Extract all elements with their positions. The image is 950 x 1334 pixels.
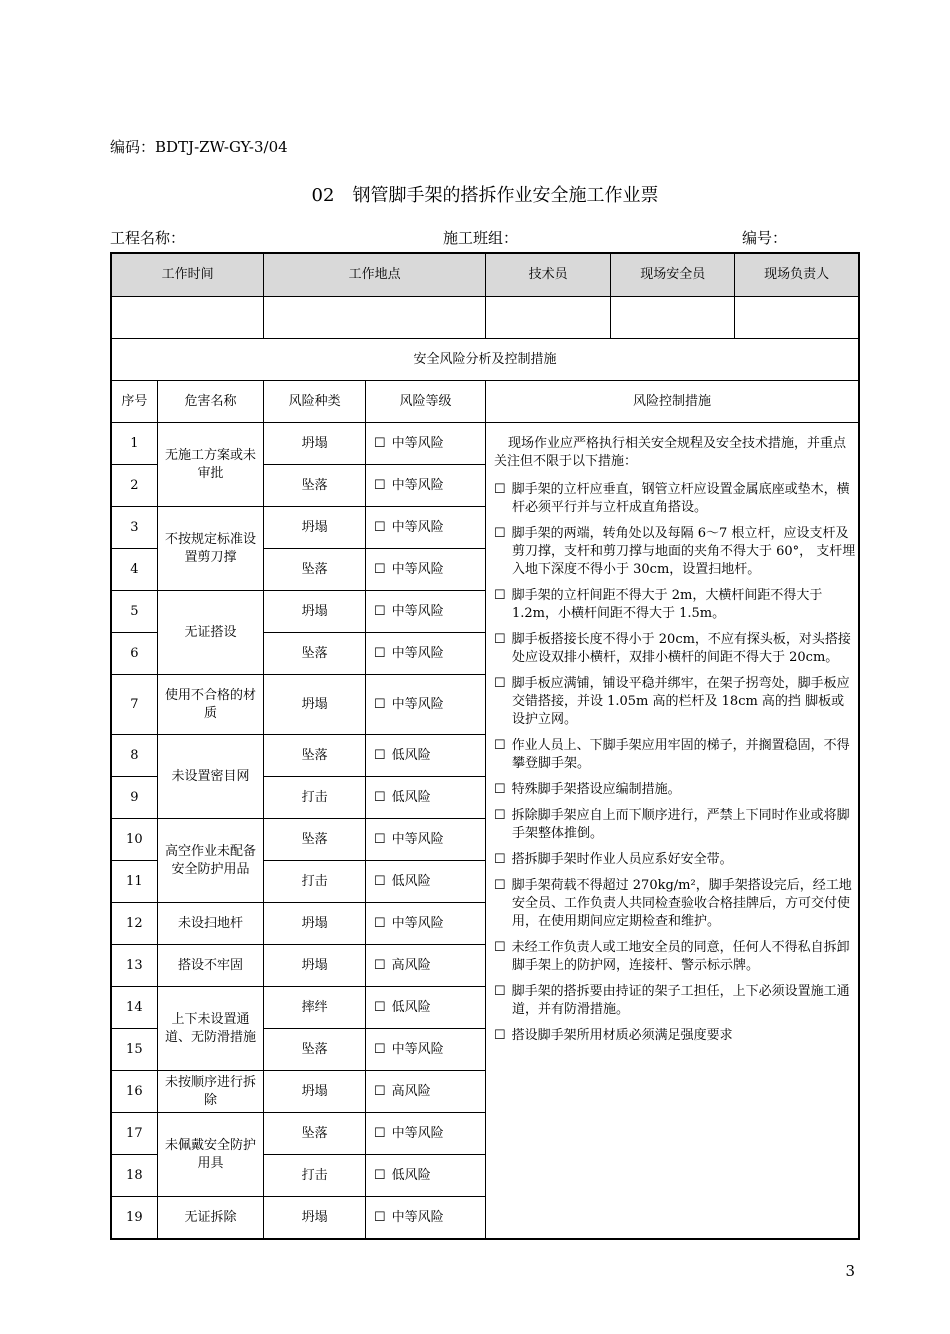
row-no: 17	[111, 1113, 157, 1155]
row-no: 9	[111, 777, 157, 819]
risk-type: 打击	[264, 1155, 366, 1197]
checkbox-icon[interactable]: ☐	[493, 526, 506, 541]
risk-type: 坠落	[264, 549, 366, 591]
measure-item: ☐ 脚手架的两端，转角处以及每隔 6～7 根立杆，应设支杆及剪刀撑，支杆和剪刀撑与地面的夹角不得大于 60°， 支杆埋入地下深度不得小于 30cm，设置扫地杆。	[493, 526, 856, 577]
row-no: 3	[111, 507, 157, 549]
hazard-name: 上下未设置通道、无防滑措施	[157, 987, 264, 1071]
info-input-row	[111, 297, 859, 339]
document-code: 编码：BDTJ-ZW-GY-3/04	[110, 138, 288, 156]
row-no: 13	[111, 945, 157, 987]
safety-officer-field[interactable]	[611, 297, 735, 339]
risk-level[interactable]: ☐ 中等风险	[365, 675, 485, 735]
risk-type: 坠落	[264, 819, 366, 861]
risk-level[interactable]: ☐ 低风险	[365, 987, 485, 1029]
document-title: 02 钢管脚手架的搭拆作业安全施工作业票	[311, 185, 659, 206]
work-ticket-table	[110, 252, 860, 1240]
checkbox-icon[interactable]: ☐	[493, 782, 506, 797]
work-time-field[interactable]	[111, 297, 264, 339]
hazard-name: 不按规定标准设置剪刀撑	[157, 507, 264, 591]
checkbox-icon[interactable]: ☐	[493, 482, 506, 497]
row-no: 15	[111, 1029, 157, 1071]
row-no: 12	[111, 903, 157, 945]
checkbox-icon[interactable]: ☐	[373, 1125, 386, 1141]
measure-item: ☐ 作业人员上、下脚手架应用牢固的梯子，并搁置稳固，不得攀登脚手架。	[493, 738, 850, 771]
risk-type: 坠落	[264, 633, 366, 675]
hazard-name: 高空作业未配备安全防护用品	[157, 819, 264, 903]
measure-item: ☐ 脚手架的搭拆要由持证的架子工担任，上下必须设置施工通道，并有防滑措施。	[493, 984, 850, 1017]
risk-level[interactable]: ☐ 中等风险	[365, 1197, 485, 1240]
checkbox-icon[interactable]: ☐	[373, 1083, 386, 1099]
col-control-measures: 风险控制措施	[485, 381, 859, 423]
checkbox-icon[interactable]: ☐	[493, 676, 506, 691]
risk-level[interactable]: ☐ 低风险	[365, 1155, 485, 1197]
measure-item: ☐ 脚手板应满铺，铺设平稳并绑牢，在架子拐弯处，脚手板应交错搭接，并设 1.05m 高的栏杆及 18cm 高的挡 脚板或设护立网。	[493, 676, 850, 727]
row-no: 2	[111, 465, 157, 507]
checkbox-icon[interactable]: ☐	[373, 873, 386, 889]
checkbox-icon[interactable]: ☐	[373, 915, 386, 931]
risk-level[interactable]: ☐ 中等风险	[365, 633, 485, 675]
header-work-time: 工作时间	[111, 253, 264, 297]
risk-level[interactable]: ☐ 中等风险	[365, 423, 485, 465]
number-label: 编号：	[742, 229, 788, 247]
row-no: 11	[111, 861, 157, 903]
control-measures	[485, 423, 859, 1240]
risk-level[interactable]: ☐ 低风险	[365, 861, 485, 903]
risk-type: 摔绊	[264, 987, 366, 1029]
row-no: 7	[111, 675, 157, 735]
checkbox-icon[interactable]: ☐	[493, 632, 506, 647]
checkbox-icon[interactable]: ☐	[373, 1041, 386, 1057]
info-header-row	[111, 253, 859, 297]
header-safety-officer: 现场安全员	[611, 253, 735, 297]
risk-level[interactable]: ☐ 中等风险	[365, 819, 485, 861]
hazard-name: 无施工方案或未审批	[157, 423, 264, 507]
risk-level[interactable]: ☐ 高风险	[365, 1071, 485, 1113]
checkbox-icon[interactable]: ☐	[373, 1167, 386, 1183]
col-hazard: 危害名称	[157, 381, 264, 423]
risk-type: 坠落	[264, 735, 366, 777]
checkbox-icon[interactable]: ☐	[373, 519, 386, 535]
checkbox-icon[interactable]: ☐	[493, 940, 506, 955]
row-no: 10	[111, 819, 157, 861]
checkbox-icon[interactable]: ☐	[373, 831, 386, 847]
table-row	[111, 423, 859, 465]
risk-level[interactable]: ☐ 中等风险	[365, 1029, 485, 1071]
hazard-name: 使用不合格的材质	[157, 675, 264, 735]
row-no: 16	[111, 1071, 157, 1113]
risk-type: 坍塌	[264, 507, 366, 549]
page-number: 3	[845, 1262, 855, 1280]
checkbox-icon[interactable]: ☐	[373, 696, 386, 712]
risk-level[interactable]: ☐ 中等风险	[365, 549, 485, 591]
risk-type: 坠落	[264, 465, 366, 507]
section-title-row	[111, 339, 859, 381]
measure-item: ☐ 搭设脚手架所用材质必须满足强度要求	[493, 1028, 733, 1043]
hazard-name: 搭设不牢固	[157, 945, 264, 987]
section-title: 安全风险分析及控制措施	[111, 339, 859, 381]
row-no: 19	[111, 1197, 157, 1240]
checkbox-icon[interactable]: ☐	[493, 1028, 506, 1043]
row-no: 18	[111, 1155, 157, 1197]
checkbox-icon[interactable]: ☐	[493, 852, 506, 867]
col-no: 序号	[111, 381, 157, 423]
col-risk-type: 风险种类	[264, 381, 366, 423]
risk-type: 坍塌	[264, 1071, 366, 1113]
risk-type: 坍塌	[264, 1197, 366, 1240]
project-name-label: 工程名称：	[110, 229, 186, 247]
risk-type: 坍塌	[264, 945, 366, 987]
risk-type: 坍塌	[264, 423, 366, 465]
risk-level[interactable]: ☐ 中等风险	[365, 903, 485, 945]
hazard-name: 无证拆除	[157, 1197, 264, 1240]
checkbox-icon[interactable]: ☐	[493, 808, 506, 823]
risk-type: 打击	[264, 861, 366, 903]
header-technician: 技术员	[485, 253, 610, 297]
hazard-name: 未按顺序进行拆除	[157, 1071, 264, 1113]
row-no: 8	[111, 735, 157, 777]
row-no: 1	[111, 423, 157, 465]
hazard-name: 未佩戴安全防护用具	[157, 1113, 264, 1197]
risk-level[interactable]: ☐ 中等风险	[365, 465, 485, 507]
risk-level[interactable]: ☐ 中等风险	[365, 591, 485, 633]
measure-item: ☐ 脚手架荷载不得超过 270kg/m²，脚手架搭设完后，经工地安全员、工作负责人共同检查验收合格挂牌后，方可交付使用，在使用期间应定期检查和维护。	[493, 878, 852, 929]
row-no: 5	[111, 591, 157, 633]
risk-level[interactable]: ☐ 低风险	[365, 735, 485, 777]
risk-type: 坠落	[264, 1113, 366, 1155]
risk-level[interactable]: ☐ 高风险	[365, 945, 485, 987]
header-site-leader: 现场负责人	[735, 253, 859, 297]
checkbox-icon[interactable]: ☐	[373, 435, 386, 451]
checkbox-icon[interactable]: ☐	[373, 603, 386, 619]
hazard-name: 未设置密目网	[157, 735, 264, 819]
column-header-row	[111, 381, 859, 423]
checkbox-icon[interactable]: ☐	[373, 561, 386, 577]
row-no: 4	[111, 549, 157, 591]
measure-item: ☐ 未经工作负责人或工地安全员的同意，任何人不得私自拆卸脚手架上的防护网，连接杆、警示标示牌。	[493, 940, 850, 973]
checkbox-icon[interactable]: ☐	[493, 878, 506, 893]
measure-item: ☐ 特殊脚手架搭设应编制措施。	[493, 782, 681, 797]
checkbox-icon[interactable]: ☐	[493, 588, 506, 603]
risk-level[interactable]: ☐ 中等风险	[365, 507, 485, 549]
risk-type: 坍塌	[264, 675, 366, 735]
measure-item: ☐ 脚手架的立杆应垂直，钢管立杆应设置金属底座或垫木，横杆必须平行并与立杆成直角搭设。	[493, 482, 850, 515]
risk-type: 坠落	[264, 1029, 366, 1071]
checkbox-icon[interactable]: ☐	[373, 999, 386, 1015]
checkbox-icon[interactable]: ☐	[373, 789, 386, 805]
checkbox-icon[interactable]: ☐	[373, 1209, 386, 1225]
row-no: 14	[111, 987, 157, 1029]
checkbox-icon[interactable]: ☐	[493, 984, 506, 999]
measures-intro: 现场作业应严格执行相关安全规程及安全技术措施，并重点关注但不限于以下措施：	[493, 436, 846, 469]
team-label: 施工班组：	[443, 229, 519, 247]
checkbox-icon[interactable]: ☐	[373, 645, 386, 661]
measure-item: ☐ 脚手板搭接长度不得小于 20cm，不应有探头板，对头搭接处应设双排小横杆，双排小横杆的间距不得大于 20cm。	[493, 632, 851, 665]
measure-item: ☐ 脚手架的立杆间距不得大于 2m，大横杆间距不得大于 1.2m，小横杆间距不得大于 1.5m。	[493, 588, 823, 621]
checkbox-icon[interactable]: ☐	[373, 747, 386, 763]
col-risk-level: 风险等级	[365, 381, 485, 423]
risk-type: 打击	[264, 777, 366, 819]
row-no: 6	[111, 633, 157, 675]
site-leader-field[interactable]	[735, 297, 859, 339]
hazard-name: 未设扫地杆	[157, 903, 264, 945]
checkbox-icon[interactable]: ☐	[373, 957, 386, 973]
risk-type: 坍塌	[264, 903, 366, 945]
risk-level[interactable]: ☐ 中等风险	[365, 1113, 485, 1155]
measure-item: ☐ 搭拆脚手架时作业人员应系好安全带。	[493, 852, 733, 867]
work-location-field[interactable]	[264, 297, 486, 339]
risk-level[interactable]: ☐ 低风险	[365, 777, 485, 819]
header-work-location: 工作地点	[264, 253, 486, 297]
checkbox-icon[interactable]: ☐	[493, 738, 506, 753]
measure-item: ☐ 拆除脚手架应自上而下顺序进行，严禁上下同时作业或将脚手架整体推倒。	[493, 808, 850, 841]
hazard-name: 无证搭设	[157, 591, 264, 675]
technician-field[interactable]	[485, 297, 610, 339]
checkbox-icon[interactable]: ☐	[373, 477, 386, 493]
risk-type: 坍塌	[264, 591, 366, 633]
